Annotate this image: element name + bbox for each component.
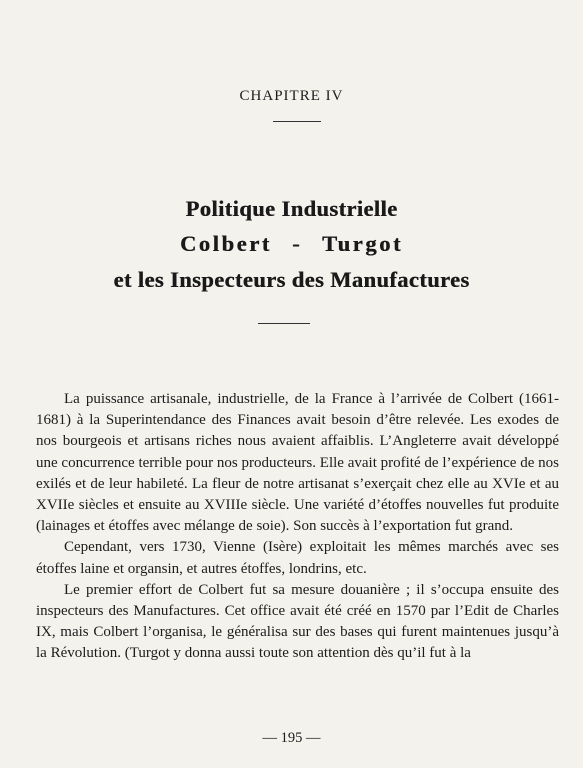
chapter-heading: CHAPITRE IV — [239, 88, 344, 104]
paragraph-3: Le premier effort de Colbert fut sa mesure douanière ; il s’occupa ensuite des inspecteurs des Manufactures. Cet office avait été créé en 1570 par l’Edit de Charles IX, mais Colbert l’organisa, le généralisa sur des bases qui furent maintenues jusqu’à la Révolution. (Turgot y donna aussi toute son attention dès qu’il fut à la — [36, 581, 559, 662]
title-line-2: Colbert - Turgot — [179, 231, 404, 256]
paragraph-1: La puissance artisanale, industrielle, de la France à l’arrivée de Colbert (1661-1681) à la Superintendance des Finances avait besoin d’être relevée. Les exodes de nos bourgeois et artisans riches nous avaient affaiblis. L’Angleterre avait développé une concurrence terrible pour nos producteurs. Elle avait profité de l’expérience de nos exilés et de leur habileté. La fleur de notre artisanat s’exerçait chez elle au XVIe et au XVIIe siècles et ensuite au XVIIIe siècle. Une variété d’étoffes nouvelles fut produite (lainages et étoffes avec mélange de soie). Son succès à l’exportation fut grand. — [36, 391, 559, 535]
page-number: — 195 — — [262, 730, 321, 746]
title-line-3: et les Inspecteurs des Manufactures — [113, 267, 470, 292]
top-divider — [273, 121, 321, 122]
body-text — [36, 389, 559, 665]
title-divider — [258, 323, 310, 324]
paragraph-2: Cependant, vers 1730, Vienne (Isère) exploitait les mêmes marchés avec ses étoffes laine et organsin, et autres étoffes, londrins, etc. — [36, 539, 559, 577]
title-line-1: Politique Industrielle — [185, 196, 398, 221]
